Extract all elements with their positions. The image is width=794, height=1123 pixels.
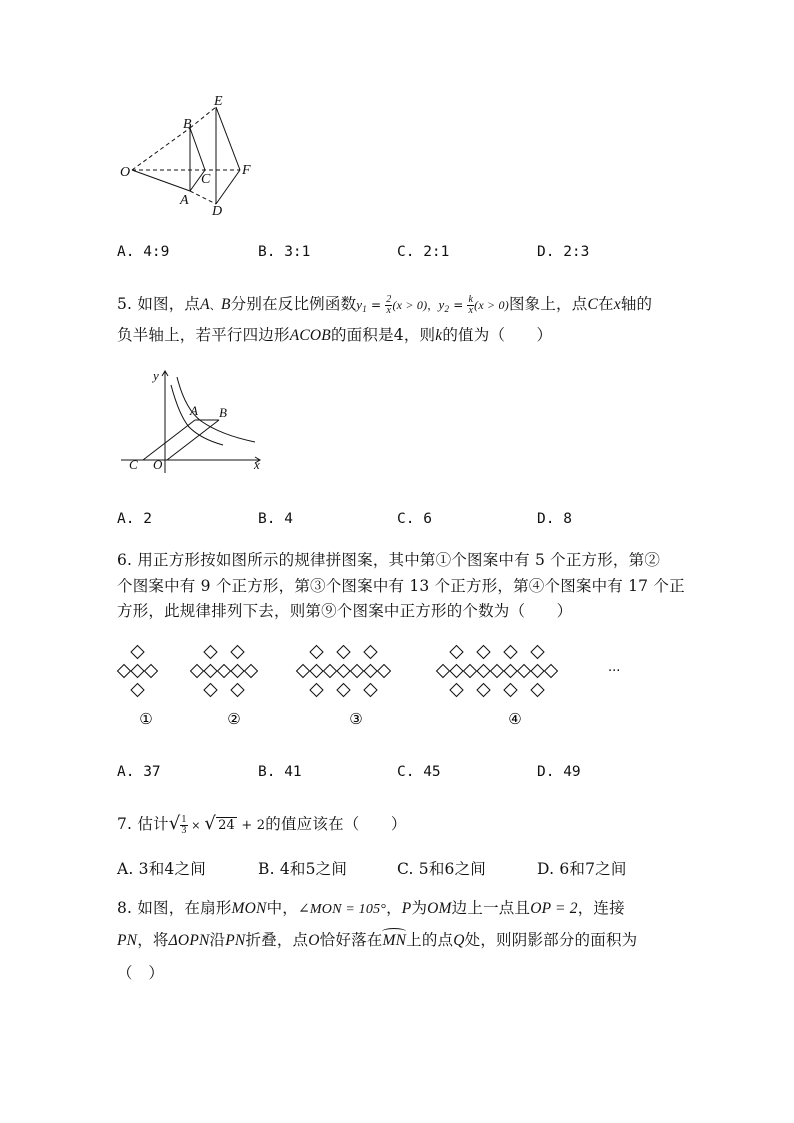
q6-option-c[interactable]: C. 45: [397, 764, 441, 780]
pattern-square: [245, 665, 258, 678]
figure-similar-triangles: [110, 92, 280, 222]
q6-option-d[interactable]: D. 49: [537, 764, 581, 780]
pattern-square: [518, 665, 531, 678]
q5-option-a[interactable]: A. 2: [117, 511, 152, 527]
pattern-label: ③: [349, 710, 363, 728]
pattern-square: [364, 665, 377, 678]
pattern-square: [310, 684, 323, 697]
pattern-square: [477, 684, 490, 697]
q6-option-b[interactable]: B. 41: [258, 764, 302, 780]
pattern-square: [545, 665, 558, 678]
q5-stem-line2: 负半轴上，若平行四边形ACOB的面积是4，则k的值为（ ）: [117, 326, 553, 344]
label-A: A: [180, 193, 189, 208]
pattern-square: [218, 665, 231, 678]
pattern-square: [464, 665, 477, 678]
pattern-square: [337, 646, 350, 659]
q7-stem: 7. 估计√ $\frac{1}{3}$ × √ 24 + 2的值应该在（ ）: [117, 813, 407, 836]
graph-label-x: x: [254, 457, 260, 472]
q7-option-d[interactable]: D. 6和7之间: [537, 860, 627, 878]
pattern-square: [231, 646, 244, 659]
pattern-square: [118, 665, 131, 678]
q4-option-c[interactable]: C. 2:1: [397, 244, 450, 260]
pattern-square: [231, 684, 244, 697]
graph-label-O: O: [153, 457, 163, 472]
pattern-square: [504, 646, 517, 659]
pattern-square: [337, 684, 350, 697]
pattern-square: [204, 665, 217, 678]
label-C: C: [201, 172, 211, 187]
label-E: E: [214, 94, 223, 109]
q4-option-a[interactable]: A. 4:9: [117, 244, 170, 260]
q5-option-d[interactable]: D. 8: [537, 511, 572, 527]
pattern-square: [531, 665, 544, 678]
q8-stem-line2: PN，将ΔOPN沿PN折叠，点O恰好落在MN上的点Q处，则阴影部分的面积为: [117, 931, 638, 949]
pattern-square: [351, 665, 364, 678]
pattern-label: ②: [227, 710, 241, 728]
pattern-square: [491, 665, 504, 678]
graph-label-C: C: [129, 457, 138, 472]
pattern-square: [477, 646, 490, 659]
label-B: B: [183, 117, 192, 132]
pattern-square: [450, 646, 463, 659]
pattern-square: [437, 665, 450, 678]
figure-inverse-proportion-graph: [115, 365, 275, 477]
label-O: O: [120, 165, 131, 180]
graph-label-y: y: [153, 368, 159, 383]
q8-stem-line3: （ ）: [117, 964, 165, 982]
pattern-square: [337, 665, 350, 678]
pattern-square: [531, 646, 544, 659]
pattern-square: [231, 665, 244, 678]
pattern-square: [531, 684, 544, 697]
q4-option-d[interactable]: D. 2:3: [537, 244, 590, 260]
pattern-square: [131, 684, 144, 697]
q7-option-a[interactable]: A. 3和4之间: [117, 860, 206, 878]
pattern-square: [204, 684, 217, 697]
pattern-square: [364, 684, 377, 697]
figure-square-pattern: [110, 640, 640, 735]
q6-stem-line1: 6. 用正方形按如图所示的规律拼图案，其中第①个图案中有 5 个正方形，第②: [117, 551, 661, 569]
q7-option-c[interactable]: C. 5和6之间: [397, 860, 487, 878]
pattern-label: ④: [508, 710, 522, 728]
pattern-square: [131, 665, 144, 678]
q5-stem-line1: 5. 如图，点A、B分别在反比例函数$y_1$ = $\frac{2}{x}$ (x > 0)，$y_2$ = $\frac{k}{x}$ (x > 0)图象上，点C在x轴的: [117, 293, 653, 316]
pattern-square: [504, 684, 517, 697]
q6-stem-line2: 个图案中有 9 个正方形，第③个图案中有 13 个正方形，第④个图案中有 17 个正: [117, 577, 685, 595]
pattern-square: [450, 665, 463, 678]
pattern-label: ①: [139, 710, 153, 728]
q5-option-c[interactable]: C. 6: [397, 511, 432, 527]
q4-option-b[interactable]: B. 3:1: [258, 244, 311, 260]
pattern-square: [145, 665, 158, 678]
pattern-square: [364, 646, 377, 659]
pattern-square: [477, 665, 490, 678]
q5-option-b[interactable]: B. 4: [258, 511, 293, 527]
pattern-square: [450, 684, 463, 697]
pattern-square: [324, 665, 337, 678]
q8-stem-line1: 8. 如图，在扇形MON中，∠MON = 105°，P为OM边上一点且OP = 2，连接: [117, 899, 625, 917]
pattern-square: [310, 665, 323, 678]
pattern-square: [191, 665, 204, 678]
pattern-square: [204, 646, 217, 659]
pattern-square: [310, 646, 323, 659]
graph-label-B: B: [219, 405, 227, 420]
q6-option-a[interactable]: A. 37: [117, 764, 161, 780]
q7-option-b[interactable]: B. 4和5之间: [258, 860, 348, 878]
pattern-square: [378, 665, 391, 678]
label-F: F: [242, 163, 251, 178]
q6-stem-line3: 方形，此规律排列下去，则第⑨个图案中正方形的个数为（ ）: [117, 602, 573, 620]
pattern-ellipsis: ···: [608, 664, 621, 679]
graph-label-A: A: [190, 403, 198, 418]
pattern-square: [131, 646, 144, 659]
pattern-square: [504, 665, 517, 678]
pattern-square: [297, 665, 310, 678]
label-D: D: [212, 204, 223, 219]
